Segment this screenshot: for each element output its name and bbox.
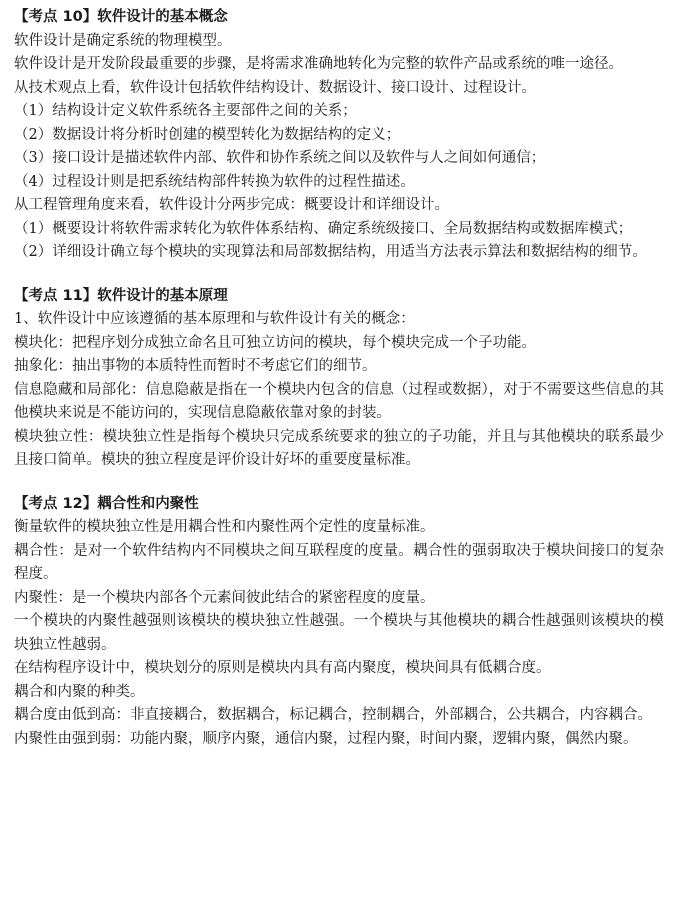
section-kaodian-12 <box>14 493 664 752</box>
paragraph: 信息隐藏和局部化：信息隐蔽是指在一个模块内包含的信息（过程或数据），对于不需要这些信息的其他模块来说是不能访问的，实现信息隐蔽依靠对象的封装。 <box>14 381 664 421</box>
list-item: （3）接口设计是描述软件内部、软件和协作系统之间以及软件与人之间如何通信； <box>14 150 546 166</box>
paragraph: 1、软件设计中应该遵循的基本原理和与软件设计有关的概念： <box>14 311 415 327</box>
paragraph: 模块化：把程序划分成独立命名且可独立访问的模块，每个模块完成一个子功能。 <box>14 334 536 351</box>
section-kaodian-10 <box>14 6 664 265</box>
paragraph: 耦合性：是对一个软件结构内不同模块之间互联程度的度量。耦合性的强弱取决于模块间接口的复杂程度。 <box>14 542 664 582</box>
paragraph: 抽象化：抽出事物的本质特性而暂时不考虑它们的细节。 <box>14 358 377 374</box>
paragraph: 在结构程序设计中，模块划分的原则是模块内具有高内聚度，模块间具有低耦合度。 <box>14 660 551 676</box>
list-item: （2）数据设计将分析时创建的模型转化为数据结构的定义； <box>14 126 401 143</box>
paragraph: 一个模块的内聚性越强则该模块的模块独立性越强。一个模块与其他模块的耦合性越强则该模块的模块独立性越弱。 <box>14 613 664 653</box>
paragraph: 从技术观点上看，软件设计包括软件结构设计、数据设计、接口设计、过程设计。 <box>14 79 536 96</box>
paragraph: 内聚性由强到弱：功能内聚，顺序内聚，通信内聚，过程内聚，时间内聚，逻辑内聚，偶然内聚。 <box>14 730 638 747</box>
paragraph: 从工程管理角度来看，软件设计分两步完成：概要设计和详细设计。 <box>14 197 449 213</box>
section-kaodian-11 <box>14 285 664 473</box>
list-item: （2）详细设计确立每个模块的实现算法和局部数据结构，用适当方法表示算法和数据结构的细节。 <box>14 244 647 260</box>
paragraph: 软件设计是开发阶段最重要的步骤，是将需求准确地转化为完整的软件产品或系统的唯一途径。 <box>14 56 623 72</box>
paragraph: 耦合度由低到高：非直接耦合，数据耦合，标记耦合，控制耦合，外部耦合，公共耦合，内容耦合。 <box>14 707 652 723</box>
section-heading: 【考点 12】耦合性和内聚性 <box>14 495 199 512</box>
list-item: （4）过程设计则是把系统结构部件转换为软件的过程性描述。 <box>14 173 415 190</box>
paragraph: 模块独立性：模块独立性是指每个模块只完成系统要求的独立的子功能，并且与其他模块的联系最少且接口简单。模块的独立程度是评价设计好坏的重要度量标准。 <box>14 428 664 468</box>
list-item: （1）概要设计将软件需求转化为软件体系结构、确定系统级接口、全局数据结构或数据库模式； <box>14 220 633 237</box>
paragraph: 软件设计是确定系统的物理模型。 <box>14 32 232 49</box>
paragraph: 内聚性：是一个模块内部各个元素间彼此结合的紧密程度的度量。 <box>14 589 435 606</box>
list-item: （1）结构设计定义软件系统各主要部件之间的关系； <box>14 103 357 119</box>
section-heading: 【考点 11】软件设计的基本原理 <box>14 287 228 304</box>
section-heading: 【考点 10】软件设计的基本概念 <box>14 9 228 25</box>
document-page <box>14 6 664 751</box>
paragraph: 耦合和内聚的种类。 <box>14 683 145 700</box>
paragraph: 衡量软件的模块独立性是用耦合性和内聚性两个定性的度量标准。 <box>14 519 435 535</box>
